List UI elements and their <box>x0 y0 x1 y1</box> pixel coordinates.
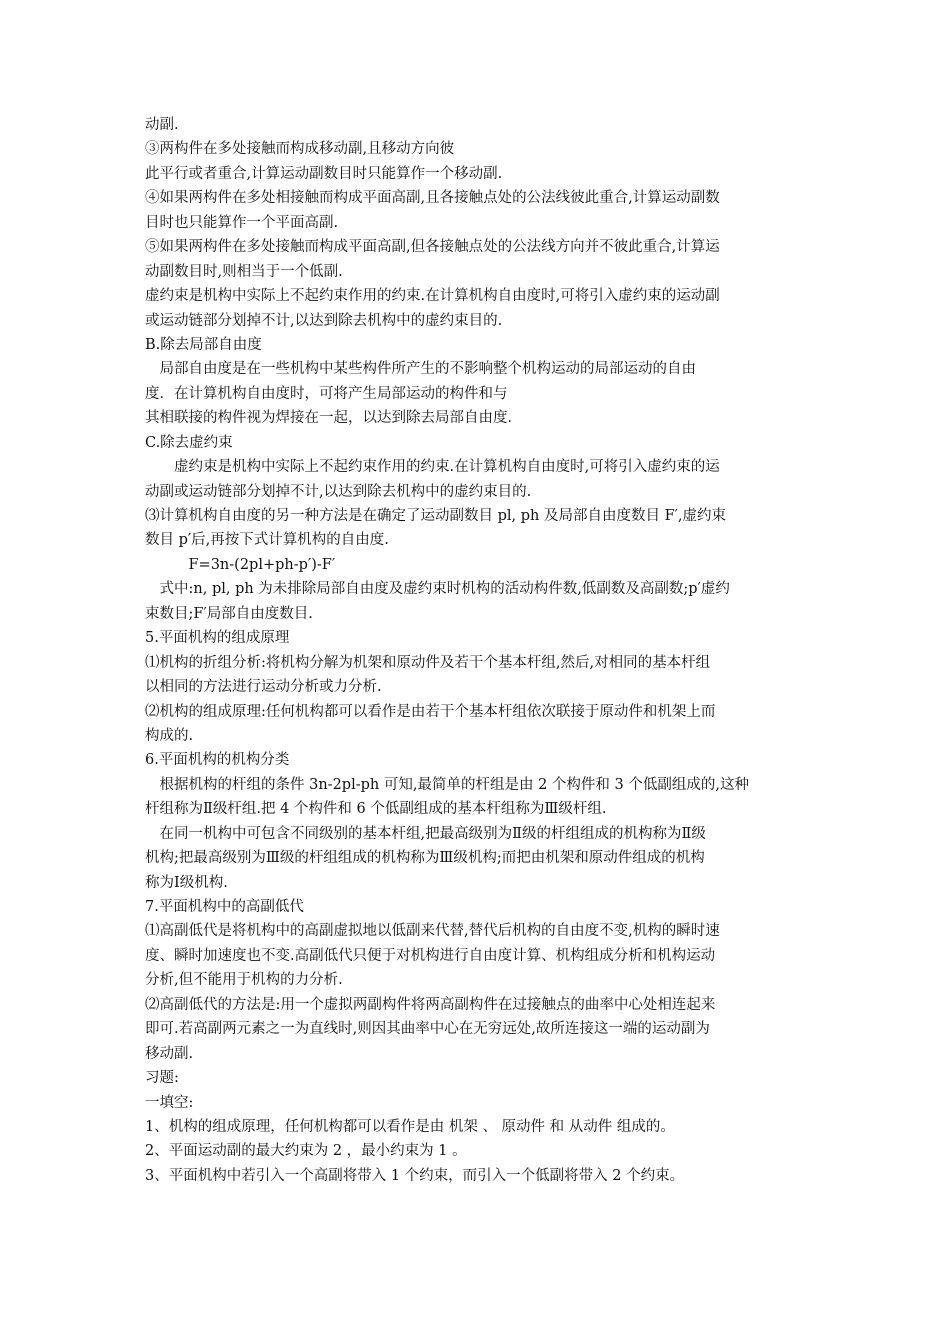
document-page <box>145 113 815 1188</box>
text-line: 分析,但不能用于机构的力分析. <box>145 972 343 989</box>
text-line: ⑴机构的折组分析:将机构分解为机架和原动件及若干个基本杆组,然后,对相同的基本杆组 <box>145 654 711 671</box>
text-line: 度．在计算机构自由度时，可将产生局部运动的构件和与 <box>145 385 508 402</box>
section-heading: C.除去虚约束 <box>145 434 233 451</box>
section-heading: 6.平面机构的机构分类 <box>145 752 290 769</box>
text-line: ⑶计算机构自由度的另一种方法是在确定了运动副数目 pl, ph 及局部自由度数目 F′,虚约束 <box>145 508 727 524</box>
fill-blank-heading: 一填空: <box>145 1094 194 1111</box>
text-line: 动副数目时,则相当于一个低副. <box>145 263 343 280</box>
text-line: 动副或运动链部分划掉不计,以达到除去机构中的虚约束目的. <box>145 483 532 500</box>
text-line: 称为Ⅰ级机构. <box>145 874 228 891</box>
exercise-item: 2、平面运动副的最大约束为 2 ，最小约束为 1 。 <box>145 1143 467 1160</box>
text-line: ⑤如果两构件在多处接触而构成平面高副,但各接触点处的公法线方向并不彼此重合,计算运 <box>145 239 720 256</box>
text-line: 构成的. <box>145 727 194 744</box>
text-line: ⑵高副低代的方法是:用一个虚拟两副构件将两高副构件在过接触点的曲率中心处相连起来 <box>145 996 716 1013</box>
text-line: 在同一机构中可包含不同级别的基本杆组,把最高级别为Ⅱ级的杆组组成的机构称为Ⅱ级 <box>145 825 706 842</box>
text-line: 动副. <box>145 117 179 133</box>
text-line: 式中:n, pl, ph 为未排除局部自由度及虚约束时机构的活动构件数,低副数及高副数;p′虚约 <box>145 581 730 598</box>
text-line: ⑵机构的组成原理:任何机构都可以看作是由若干个基本杆组依次联接于原动件和机架上而 <box>145 703 716 720</box>
text-line: ④如果两构件在多处相接触而构成平面高副,且各接触点处的公法线彼此重合,计算运动副数 <box>145 190 720 207</box>
text-line: 以相同的方法进行运动分析或力分析. <box>145 679 382 696</box>
text-line: 移动副. <box>145 1045 194 1062</box>
text-line: 或运动链部分划掉不计,以达到除去机构中的虚约束目的. <box>145 312 503 329</box>
text-line: 此平行或者重合,计算运动副数目时只能算作一个移动副. <box>145 165 503 182</box>
text-line: 其相联接的构件视为焊接在一起，以达到除去局部自由度． <box>145 410 522 427</box>
text-line: 束数目;F′局部自由度数目. <box>145 605 313 622</box>
section-heading: 5.平面机构的组成原理 <box>145 630 290 647</box>
text-line: 虚约束是机构中实际上不起约束作用的约束.在计算机构自由度时,可将引入虚约束的运 <box>145 459 720 476</box>
text-line: 目时也只能算作一个平面高副. <box>145 214 339 231</box>
text-line: 即可.若高副两元素之一为直线时,则因其曲率中心在无穷远处,故所连接这一端的运动副为 <box>145 1021 710 1038</box>
section-heading: 7.平面机构中的高副低代 <box>145 899 304 915</box>
formula-line: F=3n-(2pl+ph-p′)-F′ <box>145 556 336 573</box>
text-line: 杆组称为Ⅱ级杆组.把 4 个构件和 6 个低副组成的基本杆组称为Ⅲ级杆组. <box>145 801 607 818</box>
text-line: 根据机构的杆组的条件 3n-2pl-ph 可知,最简单的杆组是由 2 个构件和 3 个低副组成的,这种 <box>145 776 749 793</box>
exercise-item: 3、平面机构中若引入一个高副将带入 1 个约束，而引入一个低副将带入 2 个约束。 <box>145 1167 685 1184</box>
text-line: 数目 p′后,再按下式计算机构的自由度. <box>145 532 389 549</box>
exercise-heading: 习题: <box>145 1070 179 1087</box>
text-line: 局部自由度是在一些机构中某些构件所产生的不影响整个机构运动的局部运动的自由 <box>145 361 696 378</box>
text-line: 机构;把最高级别为Ⅲ级的杆组组成的机构称为Ⅲ级机构;而把由机架和原动件组成的机构 <box>145 850 705 867</box>
text-line: 度、瞬时加速度也不变.高副低代只便于对机构进行自由度计算、机构组成分析和机构运动 <box>145 947 716 964</box>
exercise-item: 1、机构的组成原理，任何机构都可以看作是由 机架 、 原动件 和 从动件 组成的。 <box>145 1118 675 1135</box>
text-line: ③两构件在多处接触而构成移动副,且移动方向彼 <box>145 141 455 158</box>
section-heading: B.除去局部自由度 <box>145 336 262 353</box>
text-line: 虚约束是机构中实际上不起约束作用的约束.在计算机构自由度时,可将引入虚约束的运动副 <box>145 288 720 305</box>
text-line: ⑴高副低代是将机构中的高副虚拟地以低副来代替,替代后机构的自由度不变,机构的瞬时速 <box>145 923 720 940</box>
